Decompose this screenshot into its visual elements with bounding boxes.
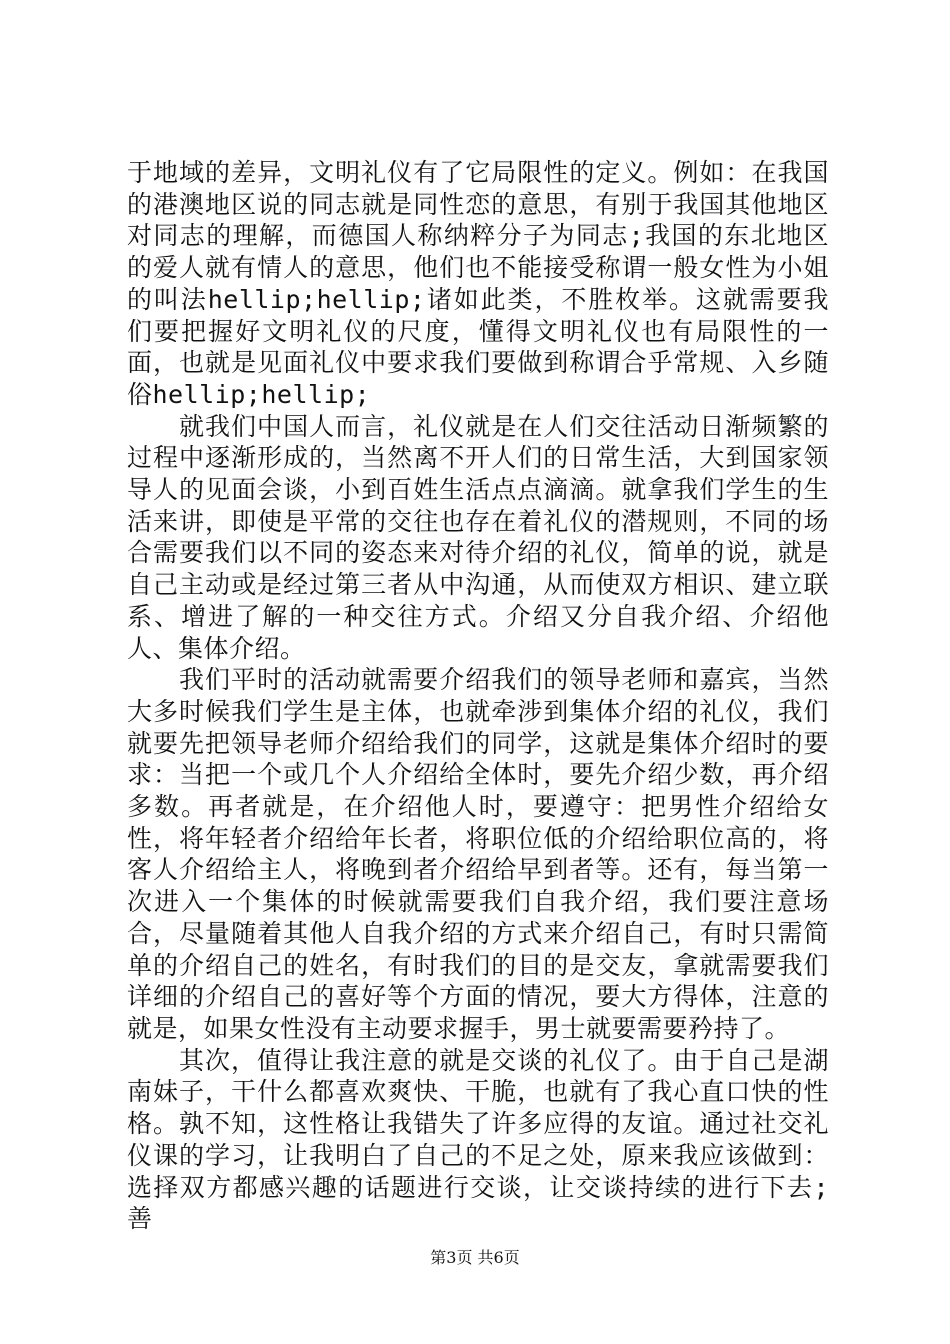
paragraph: 于地域的差异，文明礼仪有了它局限性的定义。例如：在我国的港澳地区说的同志就是同性恋的意思，有别于我国其他地区对同志的理解，而德国人称纳粹分子为同志;我国的东北地区的爱人就有情人的意思，他们也不能接受称谓一般女性为小姐的叫法hellip;hellip;诸如此类，不胜枚举。这就需要我们要把握好文明礼仪的尺度，懂得文明礼仪也有局限性的一面，也就是见面礼仪中要求我们要做到称谓合乎常规、入乡随俗hellip;hellip; [127, 158, 829, 409]
paragraph: 就我们中国人而言，礼仪就是在人们交往活动日渐频繁的过程中逐渐形成的，当然离不开人们的日常生活，大到国家领导人的见面会谈，小到百姓生活点点滴滴。就拿我们学生的生活来讲，即使是平常的交往也存在着礼仪的潜规则，不同的场合需要我们以不同的姿态来对待介绍的礼仪，简单的说，就是自己主动或是经过第三者从中沟通，从而使双方相识、建立联系、增进了解的一种交往方式。介绍又分自我介绍、介绍他人、集体介绍。 [127, 411, 829, 663]
document-body [127, 157, 829, 1235]
paragraph: 其次，值得让我注意的就是交谈的礼仪了。由于自己是湖南妹子，干什么都喜欢爽快、干脆，也就有了我心直口快的性格。孰不知，这性格让我错失了许多应得的友谊。通过社交礼仪课的学习，让我明白了自己的不足之处，原来我应该做到：选择双方都感兴趣的话题进行交谈，让交谈持续的进行下去;善 [127, 1045, 829, 1234]
paragraph: 我们平时的活动就需要介绍我们的领导老师和嘉宾，当然大多时候我们学生是主体，也就牵涉到集体介绍的礼仪，我们就要先把领导老师介绍给我们的同学，这就是集体介绍时的要求：当把一个或几个人介绍给全体时，要先介绍少数，再介绍多数。再者就是，在介绍他人时，要遵守：把男性介绍给女性，将年轻者介绍给年长者，将职位低的介绍给职位高的，将客人介绍给主人，将晚到者介绍给早到者等。还有，每当第一次进入一个集体的时候就需要我们自我介绍，我们要注意场合，尽量随着其他人自我介绍的方式来介绍自己，有时只需简单的介绍自己的姓名，有时我们的目的是交友，拿就需要我们详细的介绍自己的喜好等个方面的情况，要大方得体，注意的就是，如果女性没有主动要求握手，男士就要需要矜持了。 [127, 665, 829, 1043]
page-number-footer: 第3页 共6页 [430, 1248, 520, 1267]
